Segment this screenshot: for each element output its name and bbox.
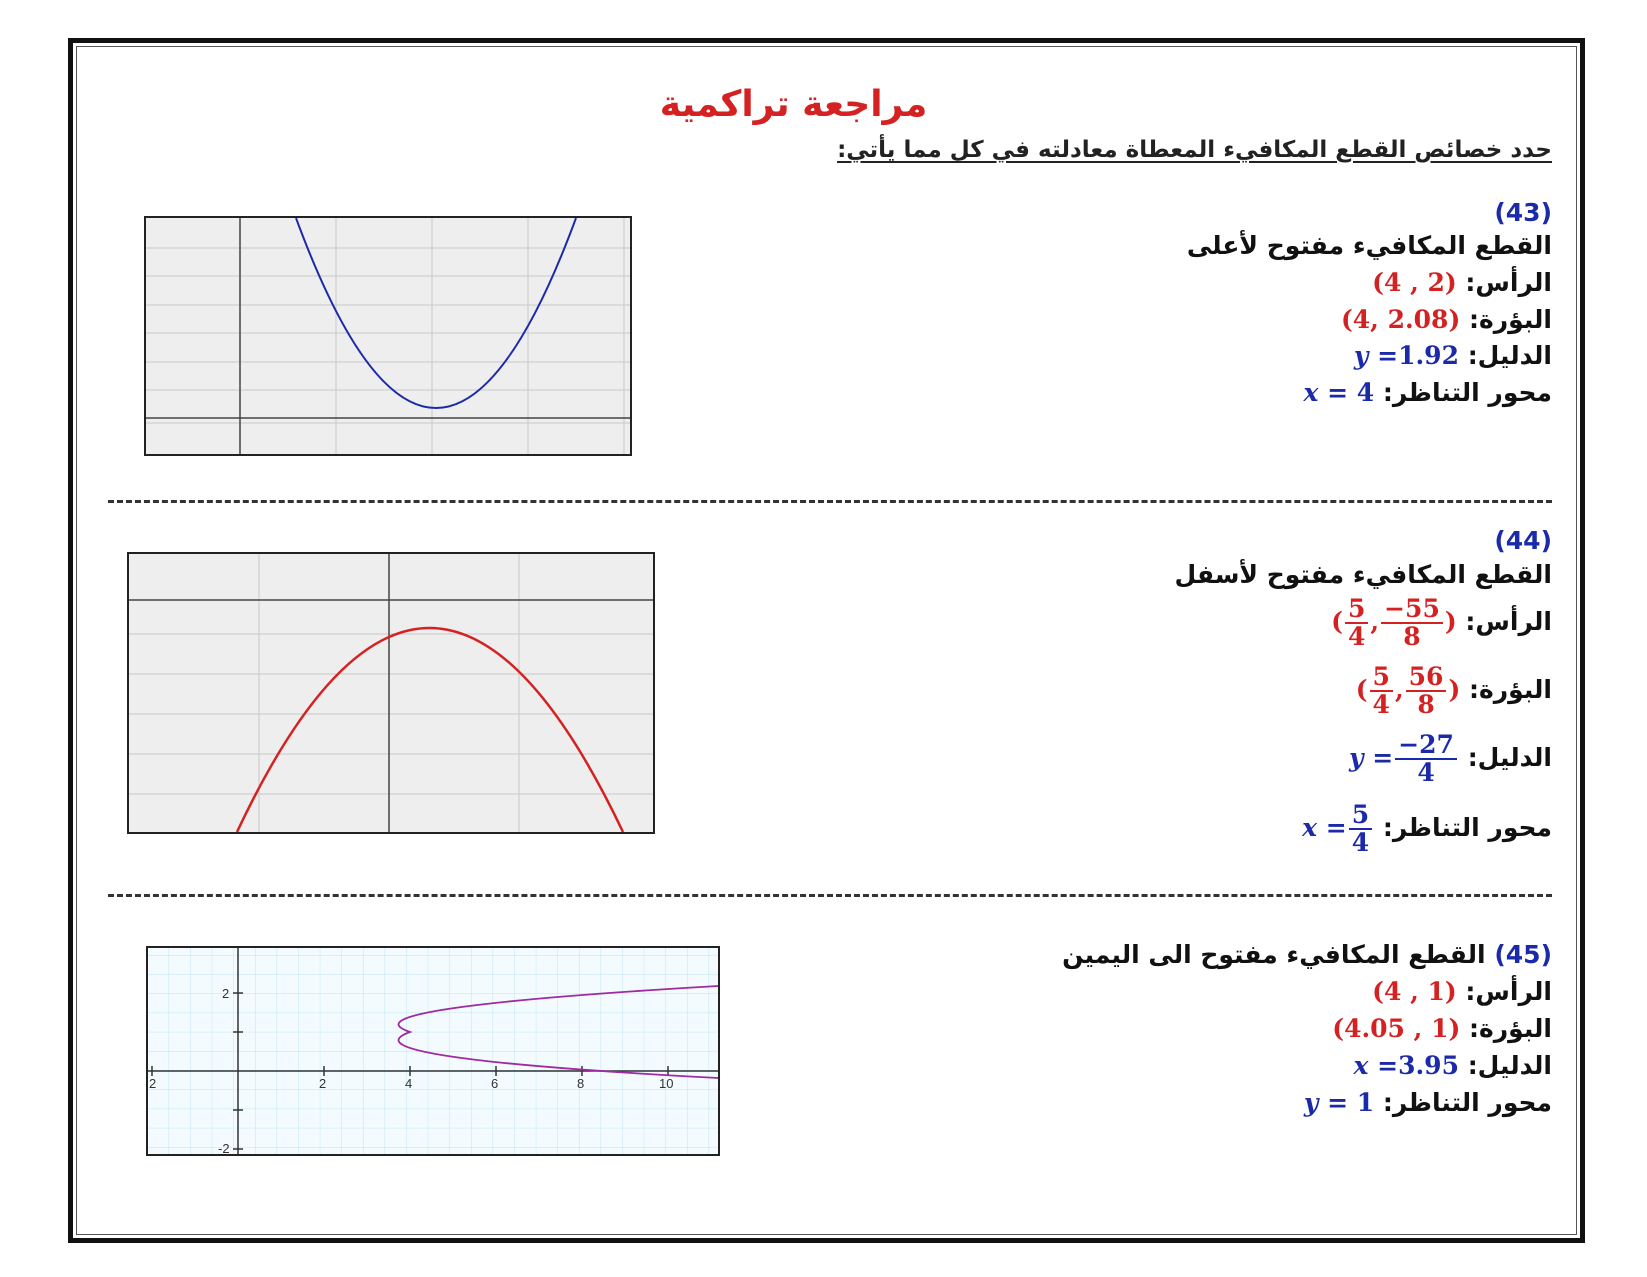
axis-label: محور التناظر:	[1382, 1088, 1552, 1117]
focus-row	[1341, 305, 1552, 334]
x-tick-label: 6	[491, 1076, 499, 1091]
x-tick-label: 10	[659, 1076, 674, 1091]
separator-1	[108, 500, 1552, 503]
axis-label: محور التناظر:	[1382, 378, 1552, 407]
axis-var: x	[1302, 812, 1318, 842]
directrix-label: الدليل:	[1467, 1051, 1552, 1080]
axis-fraction: $\frac{5}{4}$	[1349, 802, 1372, 857]
directrix-var: x	[1353, 1051, 1369, 1080]
page-title: مراجعة تراكمية	[659, 84, 928, 125]
directrix-value: =1.92	[1377, 341, 1459, 370]
axis-var: x	[1303, 378, 1319, 407]
axis-value: = 1	[1327, 1088, 1375, 1117]
problem-number: (45)	[1494, 940, 1552, 969]
vertex-value: (4 , 1)	[1372, 977, 1457, 1006]
problem-43	[852, 198, 1552, 418]
directrix-row	[1354, 1051, 1553, 1080]
y-tick-label: -2	[218, 1141, 230, 1154]
focus-label: البؤرة:	[1469, 305, 1552, 334]
vertex-value: (4 , 2)	[1372, 268, 1457, 297]
focus-row	[1332, 1014, 1552, 1043]
problem-heading	[1062, 940, 1552, 969]
graph-upward-parabola	[144, 216, 632, 456]
directrix-row	[1354, 341, 1552, 370]
separator-2	[108, 894, 1552, 897]
problem-number: (43)	[1494, 198, 1552, 227]
vertex-row	[1372, 977, 1552, 1006]
directrix-value: =3.95	[1377, 1051, 1459, 1080]
directrix-fraction: $\frac{-27}{4}$	[1395, 732, 1457, 787]
vertex-value: ( $\frac{5}{4}$ , $\frac{-55}{8}$ )	[1331, 594, 1457, 652]
problem-number: (44)	[1494, 526, 1552, 555]
x-tick-label: 2	[149, 1076, 157, 1091]
directrix-label: الدليل:	[1467, 742, 1552, 772]
graph-downward-parabola	[127, 552, 655, 834]
vertex-row	[1331, 596, 1552, 651]
opening-direction: القطع المكافيء مفتوح لأسفل	[1174, 560, 1552, 589]
directrix-row: الدليل: y = $\frac{-27}{4}$	[1349, 730, 1552, 788]
x-tick-label: 8	[577, 1076, 585, 1091]
x-tick-label: 2	[319, 1076, 327, 1091]
focus-row	[1356, 664, 1552, 719]
directrix-var: y	[1353, 341, 1369, 370]
focus-label: البؤرة:	[1469, 1014, 1552, 1043]
focus-value: ( $\frac{5}{4}$ , $\frac{56}{8}$ )	[1355, 662, 1461, 720]
axis-row	[1304, 1088, 1552, 1117]
y-tick-label: 2	[222, 986, 230, 1001]
directrix-var: y	[1349, 742, 1364, 772]
focus-label: البؤرة:	[1469, 674, 1552, 704]
opening-direction: القطع المكافيء مفتوح لأعلى	[1186, 231, 1552, 260]
focus-value: (4.05 , 1)	[1332, 1014, 1461, 1043]
axis-var: y	[1303, 1088, 1319, 1117]
vertex-label: الرأس:	[1465, 977, 1552, 1006]
focus-value: (4, 2.08)	[1340, 305, 1461, 334]
instruction-text: حدد خصائص القطع المكافيء المعطاة معادلته في كل مما يأتي:	[837, 137, 1552, 163]
vertex-row	[1372, 268, 1552, 297]
axis-row	[1303, 378, 1552, 407]
problem-45	[852, 940, 1552, 1120]
vertex-label: الرأس:	[1465, 268, 1552, 297]
vertex-label: الرأس:	[1465, 606, 1552, 636]
x-tick-label: 4	[405, 1076, 413, 1091]
problem-44	[852, 526, 1552, 866]
directrix-label: الدليل:	[1467, 341, 1552, 370]
axis-label: محور التناظر:	[1382, 812, 1552, 842]
opening-direction: القطع المكافيء مفتوح الى اليمين	[1062, 940, 1486, 969]
axis-value: = 4	[1327, 378, 1375, 407]
axis-row: محور التناظر: x = $\frac{5}{4}$	[1302, 800, 1552, 858]
graph-rightward-parabola	[146, 946, 720, 1156]
